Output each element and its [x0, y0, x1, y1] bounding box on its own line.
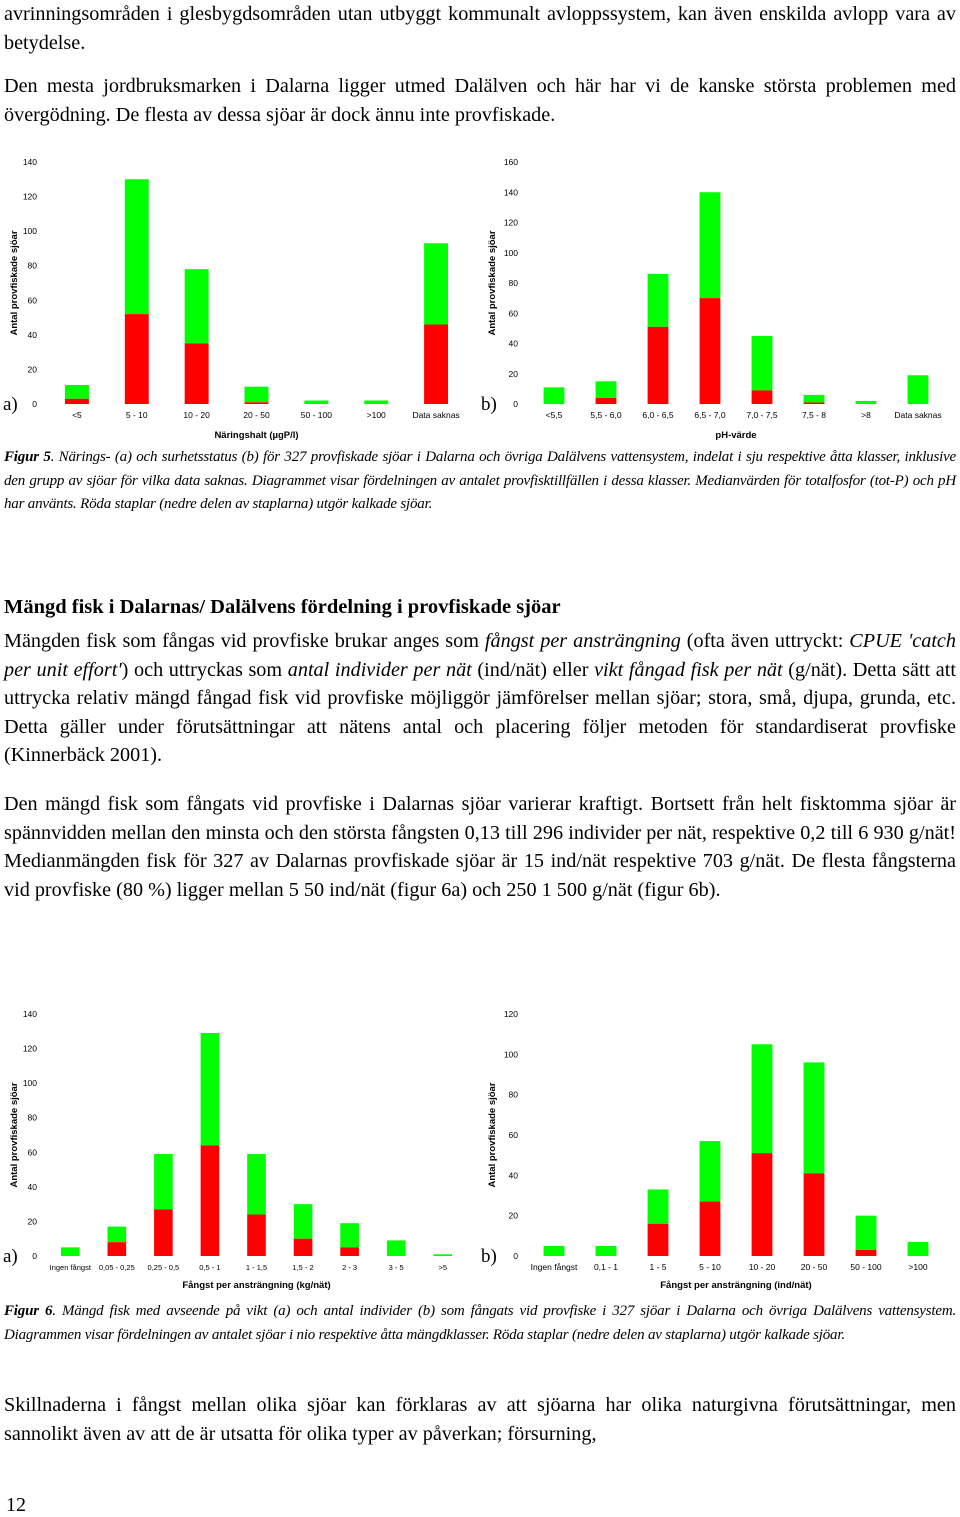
bar-limed — [752, 1153, 773, 1256]
paragraph-continuation: avrinningsområden i glesbygdsområden utan utbyggt kommunalt avloppssystem, kan även enskilda avlopp vara av betydelse. — [4, 3, 956, 54]
x-category-label: 6,0 - 6,5 — [642, 410, 674, 420]
figure-5a-chart — [0, 148, 475, 448]
y-tick-label: 140 — [22, 157, 37, 167]
x-category-label: >100 — [908, 1262, 928, 1272]
bar-not-limed — [201, 1033, 220, 1145]
cpue-term-cpue: CPUE 'catch per unit effort' — [4, 630, 956, 681]
x-category-label: <5,5 — [545, 410, 563, 420]
bar-limed — [65, 399, 89, 404]
figure-5b-chart — [478, 148, 960, 448]
cpue-term-individuals: antal individer per nät — [287, 658, 472, 681]
bar-not-limed — [247, 1154, 266, 1215]
y-tick-label: 100 — [22, 226, 37, 237]
x-category-label: 2 - 3 — [342, 1263, 358, 1272]
bar-limed — [700, 1202, 721, 1256]
bar-limed — [804, 402, 825, 404]
bar-not-limed — [245, 387, 269, 403]
y-tick-label: 40 — [27, 1181, 37, 1192]
x-category-label: Data saknas — [412, 410, 460, 420]
bar-not-limed — [804, 1062, 825, 1173]
bar-limed — [154, 1209, 173, 1256]
y-tick-label: 60 — [27, 295, 37, 306]
bar-limed — [424, 324, 448, 404]
y-tick-label: 40 — [508, 338, 518, 349]
bar-limed — [648, 1224, 669, 1256]
bar-not-limed — [364, 401, 388, 404]
x-category-label: 5 - 10 — [125, 410, 148, 420]
bar-not-limed — [596, 381, 617, 398]
figure-5-caption-text: . Närings- (a) och surhetsstatus (b) för 327 provfiskade sjöar i Dalarna och övriga Dalälvens vattensystem, indelat i sju respektive åtta klasser, inklusive den grupp av sjöar för vilka data saknas. Diagrammet visar fördelningen av antalet provfisktillfällen i dessa klasser. Medianvärden för totalfosfor (tot-P) och pH har använts. Röda staplar (nedre delen av staplarna) utgör kalkade sjöar. — [4, 449, 956, 512]
bar-limed — [648, 327, 669, 404]
paragraph-last: Skillnaderna i fångst mellan olika sjöar kan förklaras av att sjöarna har olika naturgivna förutsättningar, men sannolikt även av att de är utsatta för olika typer av påverkan; försurning, — [4, 1394, 956, 1445]
cpue-text-4: (ind/nät) eller — [471, 658, 595, 681]
cpue-text-5: (g/nät). Detta sätt att uttrycka relativ mängd fångad fisk vid provfiske möjliggör jämförelser mellan sjöar; stora, små, djupa, grunda, etc. Detta gäller under förutsättningar att nätens antal och placering följer metoden för standardiserat provfiske (Kinnerbäck 2001). — [4, 658, 956, 767]
bar-not-limed — [154, 1154, 173, 1209]
x-category-label: 7,5 - 8 — [801, 410, 827, 420]
y-tick-label: 0 — [513, 399, 518, 409]
y-tick-label: 80 — [27, 260, 37, 271]
bar-not-limed — [856, 1216, 877, 1250]
x-axis-title: pH-värde — [715, 430, 757, 441]
y-tick-label: 60 — [27, 1147, 37, 1158]
y-axis-title: Antal provfiskade sjöar — [9, 230, 20, 336]
bar-limed — [340, 1247, 359, 1256]
y-tick-label: 120 — [22, 1043, 37, 1054]
x-category-label: 50 - 100 — [300, 410, 332, 420]
bar-not-limed — [185, 269, 209, 343]
bar-limed — [185, 344, 209, 405]
x-category-label: 0,5 - 1 — [199, 1263, 221, 1272]
bar-not-limed — [700, 192, 721, 298]
bar-limed — [700, 298, 721, 404]
cpue-term-effort: fångst per ansträngning — [484, 630, 681, 652]
x-category-label: 0,1 - 1 — [593, 1262, 619, 1272]
x-category-label: 5,5 - 6,0 — [590, 410, 622, 420]
bar-not-limed — [648, 1189, 669, 1223]
x-category-label: Ingen fångst — [530, 1262, 578, 1272]
cpue-text-3: ) och uttryckas som — [121, 658, 288, 681]
x-category-label: 1 - 1,5 — [245, 1263, 268, 1272]
x-category-label: Ingen fångst — [49, 1263, 91, 1272]
figure-6-caption-text: . Mängd fisk med avseende på vikt (a) och antal individer (b) som fångats vid provfiske i 327 sjöar i Dalarna och övriga Dalälvens vattensystem. Diagrammen visar fördelningen av antalet sjöar i nio respektive åtta mängdklasser. Röda staplar (nedre delen av staplarna) utgör kalkade sjöar. — [4, 1303, 957, 1343]
y-tick-label: 100 — [503, 247, 518, 258]
figure-5-caption — [4, 446, 956, 517]
y-tick-label: 40 — [27, 329, 37, 340]
bar-limed — [108, 1242, 127, 1256]
y-tick-label: 80 — [508, 278, 518, 288]
bar-not-limed — [65, 385, 89, 399]
x-category-label: 50 - 100 — [850, 1262, 882, 1272]
y-tick-label: 0 — [32, 399, 37, 409]
y-tick-label: 20 — [27, 1216, 37, 1227]
y-tick-label: 120 — [22, 191, 37, 202]
bar-not-limed — [340, 1223, 359, 1247]
bar-not-limed — [304, 401, 328, 404]
paragraph-amount: Den mängd fisk som fångats vid provfiske i Dalarnas sjöar varierar kraftigt. Bortsett från helt fisktomma sjöar är spännvidden mellan den minsta och den största fångsten 0,13 till 296 individer per nät, respektive 0,2 till 6 930 g/nät! Medianmängden fisk för 327 av Dalarnas provfiskade sjöar är 15 ind/nät respektive 703 g/nät. De flesta fångsterna vid provfiske (80 %) ligger mellan 5 50 ind/nät (figur 6a) och 250 1 500 g/nät (figur 6b). — [4, 793, 956, 901]
bar-limed — [125, 314, 149, 404]
figure-6-caption — [4, 1300, 956, 1347]
bar-not-limed — [544, 387, 565, 404]
panel-label: b) — [481, 1246, 497, 1267]
y-tick-label: 0 — [513, 1251, 518, 1261]
x-category-label: 10 - 20 — [748, 1262, 776, 1272]
y-tick-label: 80 — [27, 1112, 37, 1123]
x-category-label: 20 - 50 — [800, 1262, 828, 1272]
x-category-label: 5 - 10 — [699, 1262, 721, 1272]
x-category-label: 7,0 - 7,5 — [746, 410, 778, 420]
bar-limed — [294, 1239, 313, 1256]
x-category-label: Data saknas — [894, 410, 942, 420]
y-tick-label: 100 — [503, 1049, 518, 1060]
x-category-label: >5 — [438, 1263, 448, 1272]
bar-not-limed — [108, 1227, 127, 1243]
cpue-text-1: Mängden fisk som fångas vid provfiske brukar anges som — [4, 630, 485, 652]
x-axis-title: Fångst per ansträngning (kg/nät) — [182, 1280, 331, 1291]
x-category-label: 1,5 - 2 — [292, 1263, 314, 1272]
panel-label: a) — [3, 394, 18, 415]
bar-not-limed — [61, 1247, 80, 1256]
bar-not-limed — [700, 1141, 721, 1202]
x-category-label: 10 - 20 — [183, 410, 210, 420]
y-tick-label: 160 — [503, 157, 518, 167]
page-number: 12 — [6, 1494, 26, 1516]
x-category-label: 6,5 - 7,0 — [694, 410, 726, 420]
figure-5-label: Figur 5 — [4, 449, 51, 465]
bar-not-limed — [387, 1240, 406, 1256]
cpue-term-weight: vikt fångad fisk per nät — [594, 658, 783, 681]
y-tick-label: 60 — [508, 1130, 518, 1140]
panel-label: a) — [3, 1246, 18, 1267]
x-category-label: 3 - 5 — [388, 1263, 404, 1272]
x-category-label: 1 - 5 — [649, 1262, 667, 1272]
y-tick-label: 20 — [508, 368, 518, 379]
bar-not-limed — [544, 1246, 565, 1256]
paragraph-cpue — [4, 627, 956, 770]
y-tick-label: 20 — [27, 364, 37, 375]
bar-not-limed — [804, 395, 825, 403]
bar-limed — [596, 398, 617, 404]
y-axis-title: Antal provfiskade sjöar — [9, 1082, 20, 1188]
bar-not-limed — [433, 1254, 452, 1256]
x-axis-title: Fångst per ansträngning (ind/nät) — [660, 1280, 812, 1291]
y-tick-label: 100 — [22, 1078, 37, 1089]
section-heading: Mängd fisk i Dalarnas/ Dalälvens fördelning i provfiskade sjöar — [4, 596, 561, 618]
bar-not-limed — [648, 274, 669, 327]
figure-6-label: Figur 6 — [4, 1303, 53, 1319]
x-category-label: 0,25 - 0,5 — [147, 1263, 180, 1272]
bar-not-limed — [424, 243, 448, 324]
y-tick-label: 120 — [503, 1009, 518, 1019]
y-tick-label: 80 — [508, 1089, 518, 1100]
paragraph-farmland: Den mesta jordbruksmarken i Dalarna ligger utmed Dalälven och här har vi de kanske största problemen med övergödning. De flesta av dessa sjöar är dock ännu inte provfiskade. — [4, 75, 956, 126]
x-category-label: 20 - 50 — [243, 410, 270, 420]
bar-not-limed — [596, 1246, 617, 1256]
x-category-label: 0,05 - 0,25 — [98, 1263, 135, 1272]
y-tick-label: 120 — [503, 217, 518, 228]
x-axis-title: Näringshalt (µgP/l) — [214, 430, 299, 441]
figure-6b-chart — [478, 1000, 960, 1300]
bar-not-limed — [908, 1242, 929, 1256]
bar-limed — [247, 1215, 266, 1256]
bar-limed — [856, 1250, 877, 1256]
bar-limed — [245, 402, 269, 404]
x-category-label: <5 — [72, 410, 82, 420]
y-tick-label: 40 — [508, 1170, 518, 1181]
figure-6a-chart — [0, 1000, 475, 1300]
bar-not-limed — [752, 1044, 773, 1153]
bar-limed — [804, 1173, 825, 1256]
panel-label: b) — [481, 394, 497, 415]
y-axis-title: Antal provfiskade sjöar — [487, 1082, 498, 1188]
bar-not-limed — [856, 401, 877, 404]
y-axis-title: Antal provfiskade sjöar — [487, 230, 498, 336]
x-category-label: >100 — [366, 410, 386, 420]
y-tick-label: 20 — [508, 1210, 518, 1221]
y-tick-label: 140 — [22, 1009, 37, 1019]
bar-limed — [201, 1145, 220, 1256]
bar-not-limed — [294, 1204, 313, 1239]
bar-not-limed — [752, 336, 773, 390]
y-tick-label: 60 — [508, 308, 518, 319]
y-tick-label: 0 — [32, 1251, 37, 1261]
x-category-label: >8 — [861, 410, 871, 420]
bar-not-limed — [908, 375, 929, 404]
y-tick-label: 140 — [503, 187, 518, 198]
bar-not-limed — [125, 179, 149, 314]
cpue-text-2: (ofta även uttryckt: — [680, 630, 850, 652]
bar-limed — [752, 390, 773, 404]
